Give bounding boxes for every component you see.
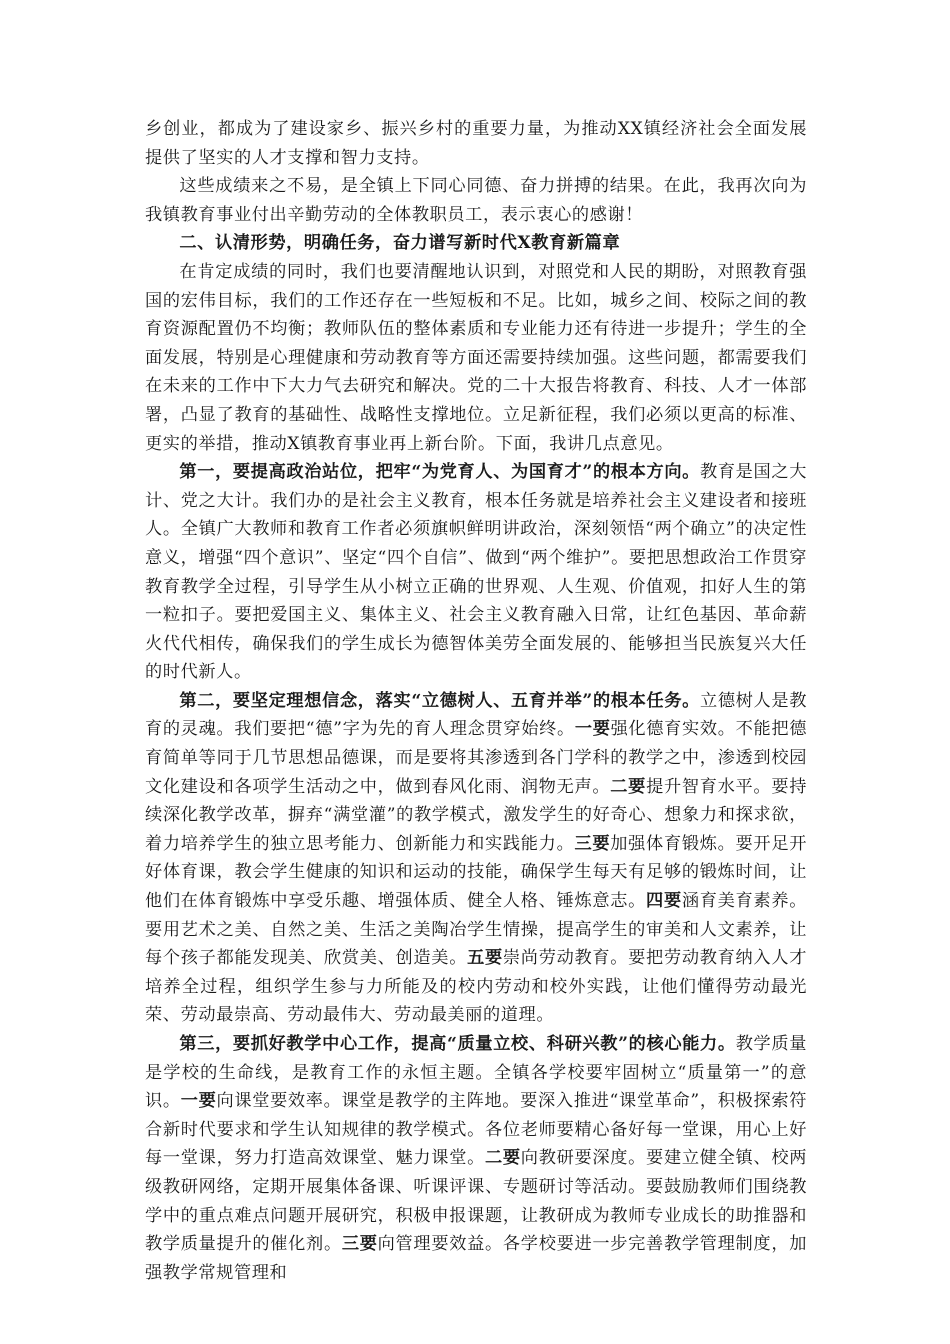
- point-three-paragraph: [145, 1030, 807, 1287]
- point-three-measure-2-key: 二要: [485, 1148, 521, 1169]
- point-two-paragraph: [145, 687, 807, 1030]
- point-one-paragraph: [145, 458, 807, 687]
- point-two-lead: 第二，要坚定理想信念，落实“立德树人、五育并举”的根本任务。: [179, 690, 700, 711]
- point-two-measure-2-key: 二要: [610, 776, 647, 797]
- point-three-lead: 第三，要抓好教学中心工作，提高“质量立校、科研兴教”的核心能力。: [179, 1034, 736, 1054]
- point-three-measure-1-key: 一要: [180, 1091, 217, 1112]
- point-one-body: 教育是国之大计、党之大计。我们办的是社会主义教育，根本任务就是培养社会主义建设者和接班人。全镇广大教师和教育工作者必须旗帜鲜明讲政治，深刻领悟“两个确立”的决定性意义，增强“四个意识”、坚定“四个自信”、做到“两个维护”。要把思想政治工作贯穿教育教学全过程，引导学生从小树立正确的世界观、人生观、价值观，扣好人生的第一粒扣子。要把爱国主义、集体主义、社会主义教育融入日常，让红色基因、革命薪火代代相传，确保我们的学生成长为德智体美劳全面发展的、能够担当民族复兴大任的时代新人。: [145, 462, 807, 683]
- point-two-measure-1-key: 一要: [574, 719, 611, 740]
- point-three-measure-1-text: 向课堂要效率。课堂是教学的主阵地。要深入推进“课堂革命”，积极探索符合新时代要求和学生认知规律的教学模式。各位老师要精心备好每一堂课，用心上好每一堂课，努力打造高效课堂、魅力课堂。: [145, 1091, 807, 1169]
- point-two-measure-5-text: 崇尚劳动教育。要把劳动教育纳入人才培养全过程，组织学生参与力所能及的校内劳动和校外实践，让他们懂得劳动最光荣、劳动最崇高、劳动最伟大、劳动最美丽的道理。: [145, 948, 808, 1026]
- point-two-measure-4-text: 涵育美育素养。要用艺术之美、自然之美、生活之美陶冶学生情操，提高学生的审美和人文素养，让每个孩子都能发现美、欣赏美、创造美。: [145, 891, 807, 969]
- point-two-intro: 立德树人是教育的灵魂。我们要把“德”字为先的育人理念贯穿始终。: [145, 690, 807, 740]
- point-two-measure-3-key: 三要: [574, 833, 611, 854]
- point-two-measure-3-text: 加强体育锻炼。要开足开好体育课，教会学生健康的知识和运动的技能，确保学生每天有足够的锻炼时间，让他们在体育锻炼中享受乐趣、增强体质、健全人格、锤炼意志。: [145, 833, 807, 912]
- point-two-measure-5-key: 五要: [467, 948, 503, 969]
- point-three-measure-2-text: 向教研要深度。要建立健全镇、校两级教研网络，定期开展集体备课、听课评课、专题研讨等活动。要鼓励教师们围绕教学中的重点难点问题开展研究，积极申报课题，让教研成为教师专业成长的助推器和教学质量提升的催化剂。: [145, 1148, 807, 1255]
- document-page: [145, 115, 807, 1287]
- point-three-measure-3-text: 向管理要效益。各学校要进一步完善教学管理制度，加强教学常规管理和: [145, 1234, 807, 1283]
- point-two-measure-2-text: 提升智育水平。要持续深化教学改革，摒弃“满堂灌”的教学模式，激发学生的好奇心、想象力和探求欲，着力培养学生的独立思考能力、创新能力和实践能力。: [145, 776, 808, 854]
- section-heading: 二、认清形势，明确任务，奋力谱写新时代X教育新篇章: [179, 233, 621, 254]
- point-one-lead: 第一，要提高政治站位，把牢“为党育人、为国育才”的根本方向。: [179, 462, 700, 483]
- point-two-measure-1-text: 强化德育实效。不能把德育简单等同于几节思想品德课，而是要将其渗透到各门学科的教学之中，渗透到校园文化建设和各项学生活动之中，做到春风化雨、润物无声。: [145, 719, 807, 797]
- section-intro-paragraph: 在肯定成绩的同时，我们也要清醒地认识到，对照党和人民的期盼，对照教育强国的宏伟目标，我们的工作还存在一些短板和不足。比如，城乡之间、校际之间的教育资源配置仍不均衡；教师队伍的整体素质和专业能力还有待进一步提升；学生的全面发展，特别是心理健康和劳动教育等方面还需要持续加强。这些问题，都需要我们在未来的工作中下大力气去研究和解决。党的二十大报告将教育、科技、人才一体部署，凸显了教育的基础性、战略性支撑地位。立足新征程，我们必须以更高的标准、更实的举措，推动X镇教育事业再上新台阶。下面，我讲几点意见。: [145, 261, 807, 454]
- point-two-measure-4-key: 四要: [646, 891, 682, 912]
- paragraph-gratitude: 这些成绩来之不易，是全镇上下同心同德、奋力拼搏的结果。在此，我再次向为我镇教育事业付出辛勤劳动的全体教职员工，表示衷心的感谢！: [145, 176, 807, 225]
- point-three-measure-3-key: 三要: [341, 1234, 378, 1255]
- point-three-intro: 教学质量是学校的生命线，是教育工作的永恒主题。全镇各学校要牢固树立“质量第一”的意识。: [145, 1034, 807, 1112]
- paragraph-continuation: 乡创业，都成为了建设家乡、振兴乡村的重要力量，为推动XX镇经济社会全面发展提供了坚实的人才支撑和智力支持。: [145, 119, 807, 168]
